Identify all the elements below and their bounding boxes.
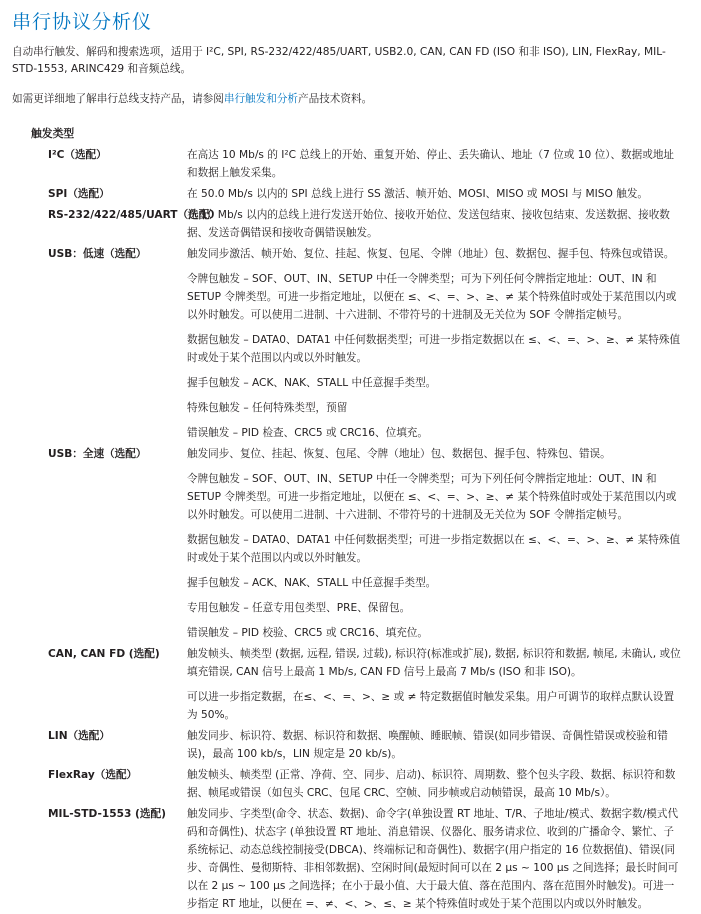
reference-before: 如需更详细地了解串行总线支持产品，请参阅 xyxy=(12,93,224,105)
trigger-label: MIL-STD-1553 (选配) xyxy=(48,808,166,820)
description-paragraph: 在 10 Mb/s 以内的总线上进行发送开始位、接收开始位、发送包结束、接收包结束、发送数据、接收数据、发送奇偶错误和接收奇偶错误触发。 xyxy=(187,209,670,239)
trigger-row xyxy=(12,185,689,203)
trigger-row xyxy=(12,766,689,802)
description-paragraph: 触发帧头、帧类型 (正常、净荷、空、同步、启动)、标识符、周期数、整个包头字段、数据、标识符和数据、帧尾或错误（如包头 CRC、包尾 CRC、空帧、同步帧或启动帧错误，最高 10 Mb/s）。 xyxy=(187,769,676,799)
trigger-description xyxy=(187,445,689,642)
trigger-description xyxy=(187,727,689,763)
trigger-row xyxy=(12,206,689,242)
description-paragraph: 触发同步、复位、挂起、恢复、包尾、令牌（地址）包、数据包、握手包、特殊包、错误。 xyxy=(187,448,611,460)
serial-trigger-analysis-link[interactable]: 串行触发和分析 xyxy=(223,93,299,105)
trigger-label: USB：低速（选配） xyxy=(48,248,147,260)
trigger-label: RS-232/422/485/UART（选配） xyxy=(48,209,220,221)
page-title: 串行协议分析仪 xyxy=(12,11,153,33)
trigger-description xyxy=(187,805,689,913)
trigger-row xyxy=(12,805,689,913)
reference-paragraph xyxy=(12,90,689,108)
trigger-description xyxy=(187,645,689,724)
trigger-description xyxy=(187,185,689,203)
description-paragraph: 特殊包触发 – 任何特殊类型，预留 xyxy=(187,402,348,414)
trigger-label: CAN, CAN FD (选配) xyxy=(48,648,160,660)
trigger-types-table xyxy=(12,146,689,913)
trigger-row xyxy=(12,146,689,182)
reference-after: 产品技术资料。 xyxy=(298,93,373,105)
trigger-row xyxy=(12,245,689,442)
trigger-label: LIN（选配） xyxy=(48,730,110,742)
trigger-label: FlexRay（选配） xyxy=(48,769,138,781)
trigger-label: I²C（选配） xyxy=(48,149,107,161)
trigger-description xyxy=(187,245,689,442)
description-paragraph: 触发帧头、帧类型 (数据, 远程, 错误, 过载), 标识符(标准或扩展), 数据, 标识符和数据, 帧尾, 未确认, 或位填充错误, CAN 信号上最高 1 Mb/s, CAN FD 信号上最高 7 Mb/s (ISO 和非 ISO)。 xyxy=(187,648,681,678)
description-paragraph: 在 50.0 Mb/s 以内的 SPI 总线上进行 SS 激活、帧开始、MOSI、MISO 或 MOSI 与 MISO 触发。 xyxy=(187,188,649,200)
description-paragraph: 可以进一步指定数据，在≤、<、=、>、≥ 或 ≠ 特定数据值时触发采集。用户可调节的取样点默认设置为 50%。 xyxy=(187,691,675,721)
description-paragraph: 触发同步、字类型(命令、状态、数据)、命令字(单独设置 RT 地址、T/R、子地址/模式、数据字数/模式代码和奇偶性)、状态字 (单独设置 RT 地址、消息错误、仪器化、服务请求位、收到的广播命令、繁忙、子系统标记、动态总线控制接受(DBCA)、终端标记和奇偶性)、数据字(用户指定的 16 位数据值)、错误(同步、奇偶性、曼彻斯特、非相邻数据)、空闲时间(最短时间可以在 2 μs ~ 100 μs 之间选择；最长时间可以在 2 μs ~ 100 μs 之间选择；在小于最小值、大于最大值、落在范围内、落在范围外时触发)。可进一步指定 RT 地址，以便在 =、≠、<、>、≤、≥ 某个特殊值时或处于某个范围以内或以外时触发。 xyxy=(187,808,679,910)
description-paragraph: 触发同步激活、帧开始、复位、挂起、恢复、包尾、令牌（地址）包、数据包、握手包、特殊包或错误。 xyxy=(187,248,675,260)
trigger-description xyxy=(187,766,689,802)
description-paragraph: 在高达 10 Mb/s 的 I²C 总线上的开始、重复开始、停止、丢失确认、地址（7 位或 10 位）、数据或地址和数据上触发采集。 xyxy=(187,149,675,179)
description-paragraph: 错误触发 – PID 校验、CRC5 或 CRC16、填充位。 xyxy=(187,627,428,639)
trigger-label: USB：全速（选配） xyxy=(48,448,147,460)
intro-paragraph: 自动串行触发、解码和搜索选项，适用于 I²C, SPI, RS-232/422/485/UART, USB2.0, CAN, CAN FD (ISO 和非 ISO), LIN, FlexRay, MIL-STD-1553, ARINC429 和音频总线。 xyxy=(12,46,666,75)
description-paragraph: 数据包触发 – DATA0、DATA1 中任何数据类型；可进一步指定数据以在 ≤、<、=、>、≥、≠ 某特殊值时或处于某个范围以内或以外时触发。 xyxy=(187,534,681,564)
description-paragraph: 握手包触发 – ACK、NAK、STALL 中任意握手类型。 xyxy=(187,577,437,589)
description-paragraph: 触发同步、标识符、数据、标识符和数据、唤醒帧、睡眠帧、错误(如同步错误、奇偶性错误或校验和错误)，最高 100 kb/s，LIN 规定是 20 kb/s)。 xyxy=(187,730,668,760)
trigger-row xyxy=(12,445,689,642)
trigger-description xyxy=(187,206,689,242)
trigger-row xyxy=(12,645,689,724)
trigger-description xyxy=(187,146,689,182)
description-paragraph: 错误触发 – PID 检查、CRC5 或 CRC16、位填充。 xyxy=(187,427,428,439)
description-paragraph: 专用包触发 – 任意专用包类型、PRE、保留包。 xyxy=(187,602,411,614)
trigger-row xyxy=(12,727,689,763)
description-paragraph: 握手包触发 – ACK、NAK、STALL 中任意握手类型。 xyxy=(187,377,437,389)
section-heading: 触发类型 xyxy=(31,127,75,140)
description-paragraph: 令牌包触发 – SOF、OUT、IN、SETUP 中任一令牌类型；可为下列任何令牌指定地址：OUT、IN 和 SETUP 令牌类型。可进一步指定地址，以便在 ≤、<、=、>、≥、≠ 某个特殊值时或处于某范围以内或以外时触发。可以使用二进制、十六进制、不带符号的十进制及无关位为 SOF 令牌指定帧号。 xyxy=(187,473,677,521)
description-paragraph: 令牌包触发 – SOF、OUT、IN、SETUP 中任一令牌类型；可为下列任何令牌指定地址：OUT、IN 和 SETUP 令牌类型。可进一步指定地址，以便在 ≤、<、=、>、≥、≠ 某个特殊值时或处于某范围以内或以外时触发。可以使用二进制、十六进制、不带符号的十进制及无关位为 SOF 令牌指定帧号。 xyxy=(187,273,677,321)
description-paragraph: 数据包触发 – DATA0、DATA1 中任何数据类型；可进一步指定数据以在 ≤、<、=、>、≥、≠ 某特殊值时或处于某个范围以内或以外时触发。 xyxy=(187,334,681,364)
trigger-label: SPI（选配） xyxy=(48,188,110,200)
